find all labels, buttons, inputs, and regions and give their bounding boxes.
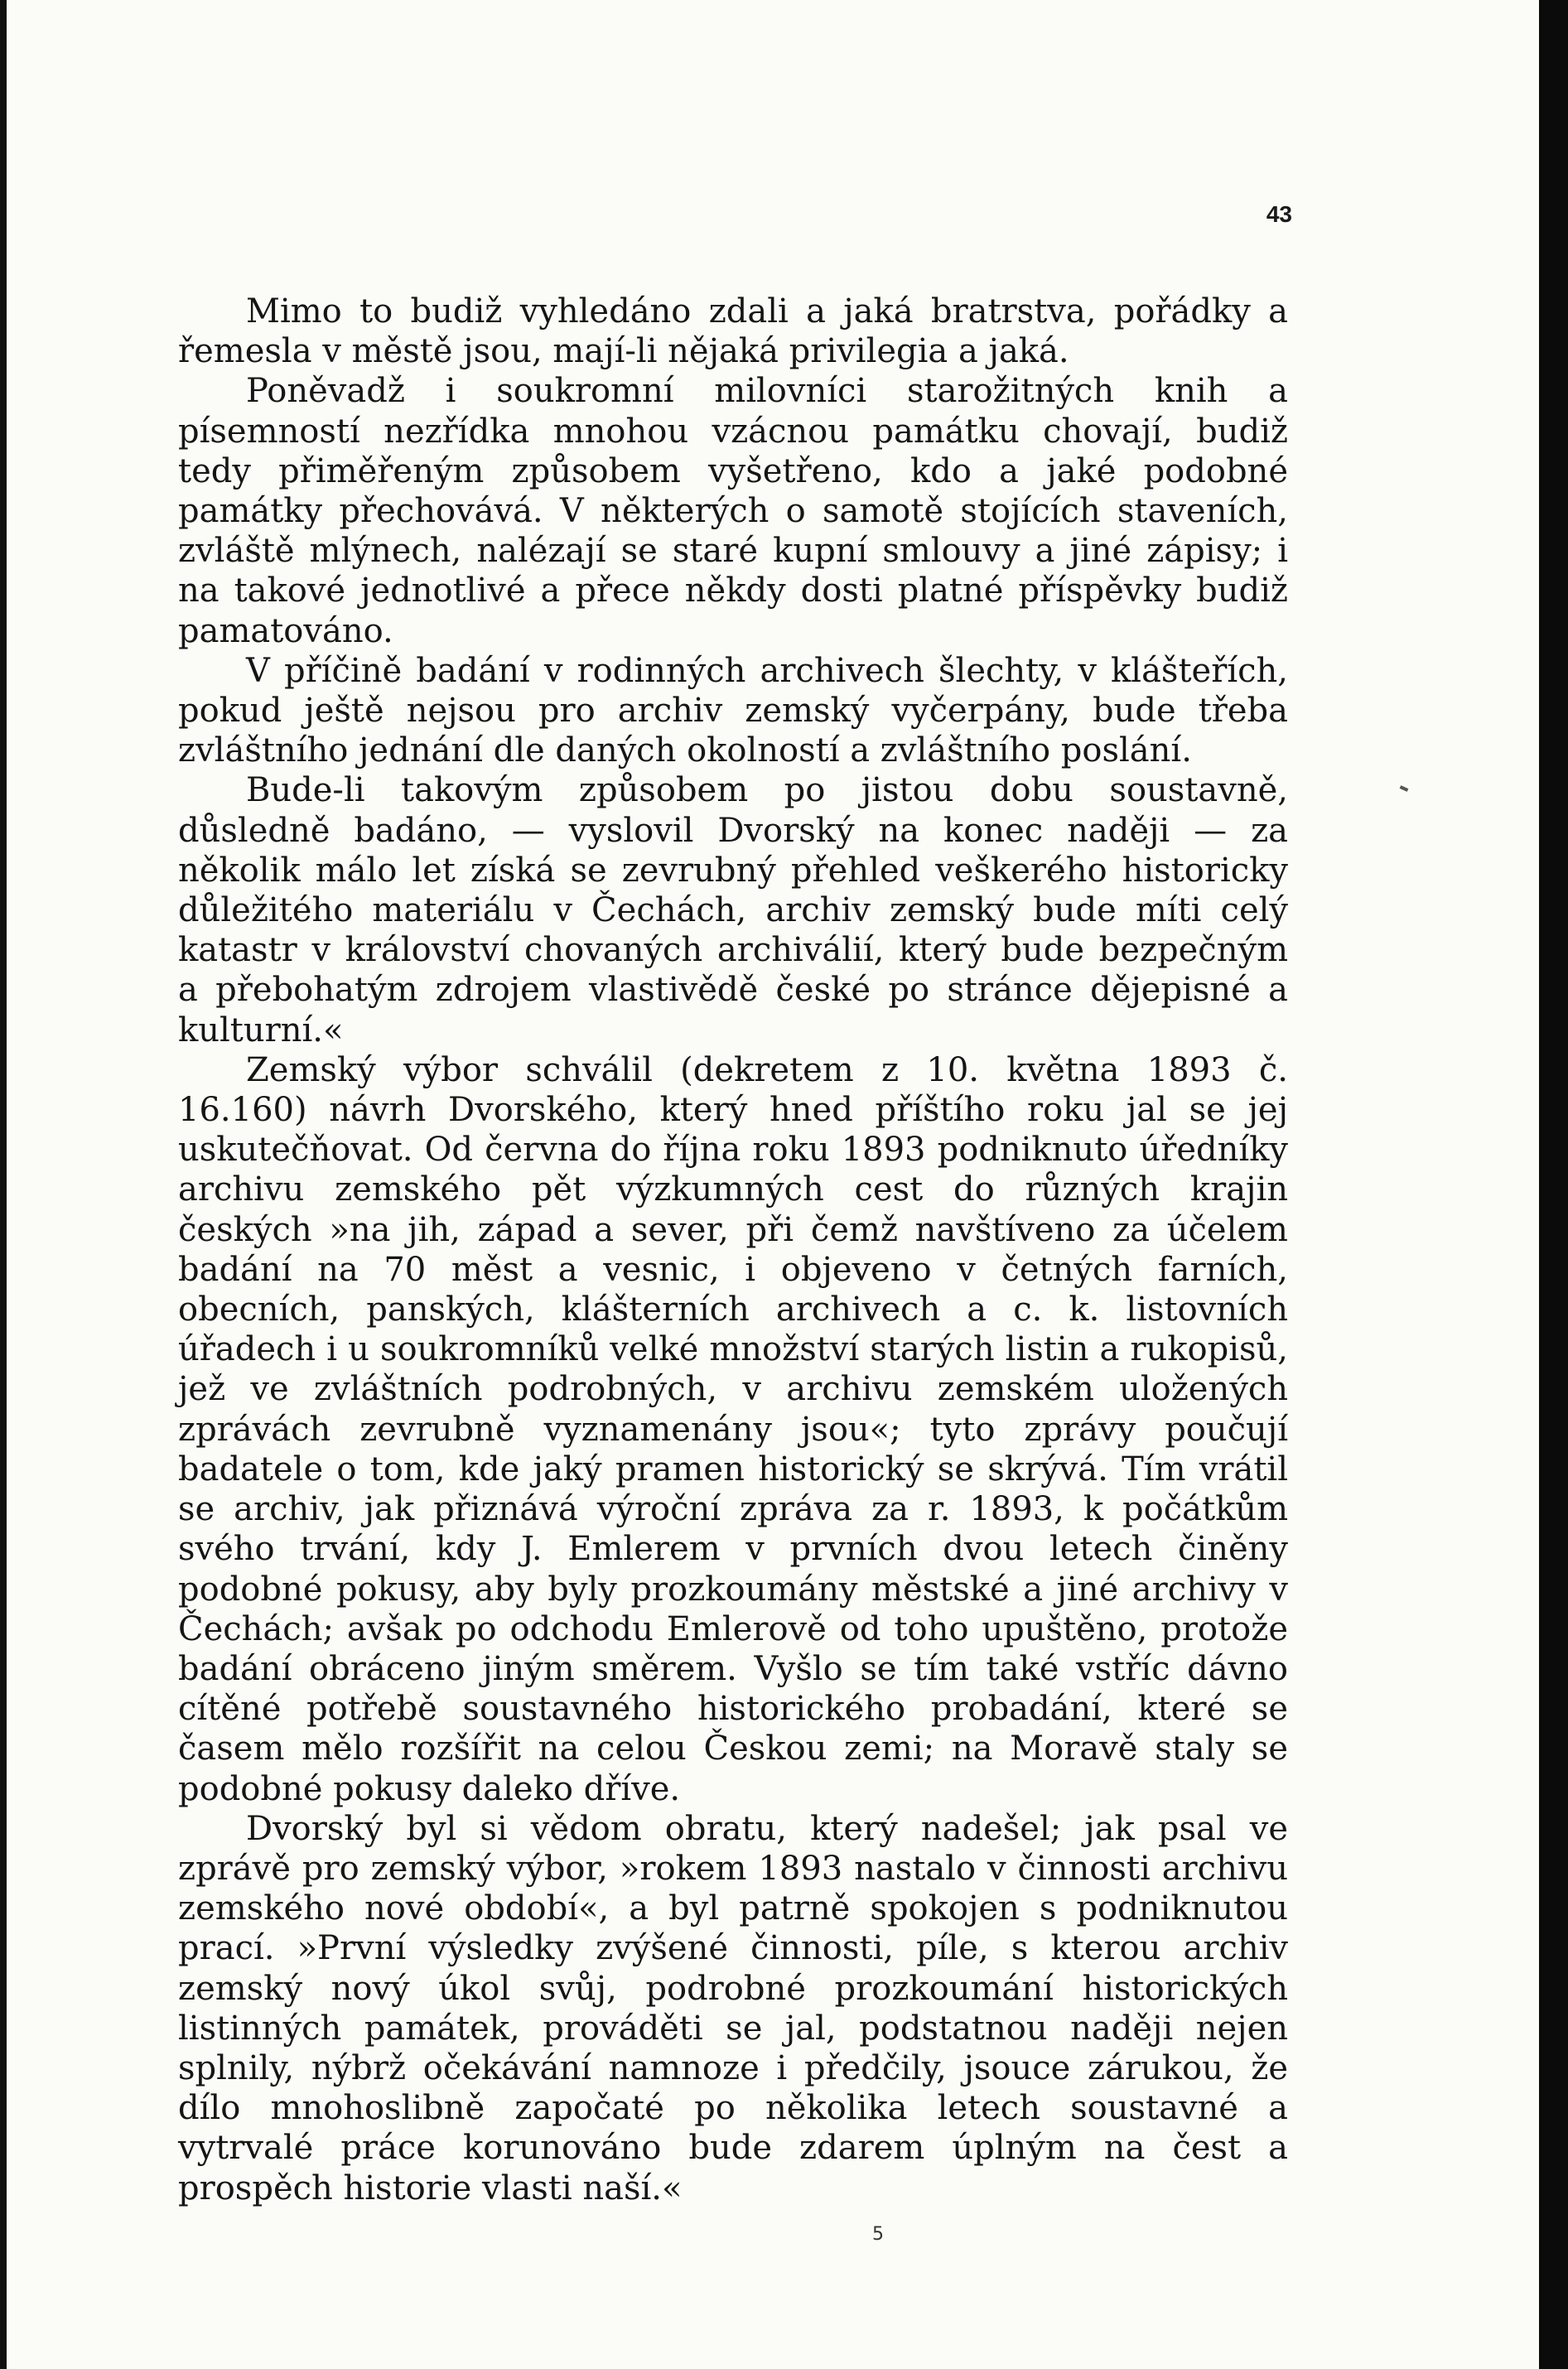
paragraph-5: Zemský výbor schválil (dekretem z 10. května 1893 č. 16.160) návrh Dvorského, který hned příštího roku jal se jej uskutečňovat. Od června do října roku 1893 podniknuto úředníky archivu zemského pět výzkumných cest do různých krajin českých »na jih, západ a sever, při čemž navštíveno za účelem badání na 70 měst a vesnic, i objeveno v četných farních, obecních, panských, klášterních archivech a c. k. listovních úřadech i u soukromníků velké množství starých listin a rukopisů, jež ve zvláštních podrobných, v archivu zemském uložených zprávách zevrubně vyznamenány jsou«; tyto zprávy poučují badatele o tom, kde jaký pramen historický se skrývá. Tím vrátil se archiv, jak přiznává výroční zpráva za r. 1893, k počátkům svého trvání, kdy J. Emlerem v prvních dvou letech činěny podobné pokusy, aby byly prozkoumány městské a jiné archivy v Čechách; avšak po odchodu Emlerově od toho upuštěno, protože badání obráceno jiným směrem. Vyšlo se tím také vstříc dávno cítěné potřebě soustavného historického probadání, které se časem mělo rozšířit na celou Českou zemi; na Moravě staly se podobné pokusy daleko dříve. <box>178 1050 1288 1808</box>
paragraph-6: Dvorský byl si vědom obratu, který nadešel; jak psal ve zprávě pro zemský výbor, »rokem 1893 nastalo v činnosti archivu zemského nové období«, a byl patrně spokojen s podniknutou prací. »První výsledky zvýšené činnosti, píle, s kterou archiv zemský nový úkol svůj, podrobné prozkoumání historických listinných památek, prováděti se jal, podstatnou naději nejen splnily, nýbrž očekávání namnoze i předčily, jsouce zárukou, že dílo mnohoslibně započaté po několika letech soustavné a vytrvalé práce korunováno bude zdarem úplným na čest a prospěch historie vlasti naší.« <box>178 1809 1288 2207</box>
scan-left-edge <box>0 0 7 2369</box>
scan-right-border <box>1539 0 1568 2369</box>
scan-speck <box>1400 785 1409 792</box>
paragraph-2: Poněvadž i soukromní milovníci starožitných knih a písemností nezřídka mnohou vzácnou památku chovají, budiž tedy přiměřeným způsobem vyšetřeno, kdo a jaké podobné památky přechovává. V některých o samotě stojících staveních, zvláště mlýnech, nalézají se staré kupní smlouvy a jiné zápisy; i na takové jednotlivé a přece někdy dosti platné příspěvky budiž pamatováno. <box>178 372 1288 650</box>
body-text <box>178 292 1288 2208</box>
paragraph-1: Mimo to budiž vyhledáno zdali a jaká bratrstva, pořádky a řemesla v městě jsou, mají-li nějaká privilegia a jaká. <box>178 292 1288 371</box>
page-number: 43 <box>1266 201 1292 227</box>
paragraph-4: Bude-li takovým způsobem po jistou dobu soustavně, důsledně badáno, — vyslovil Dvorský na konec naději — za několik málo let získá se zevrubný přehled veškerého historicky důležitého materiálu v Čechách, archiv zemský bude míti celý katastr v království chovaných archiválií, který bude bezpečným a přebohatým zdrojem vlastivědě české po stránce dějepisné a kulturní.« <box>178 771 1288 1049</box>
bottom-mark: 5 <box>872 2224 884 2245</box>
paragraph-3: V příčině badání v rodinných archivech šlechty, v klášteřích, pokud ještě nejsou pro archiv zemský vyčerpány, bude třeba zvláštního jednání dle daných okolností a zvláštního poslání. <box>178 651 1288 770</box>
